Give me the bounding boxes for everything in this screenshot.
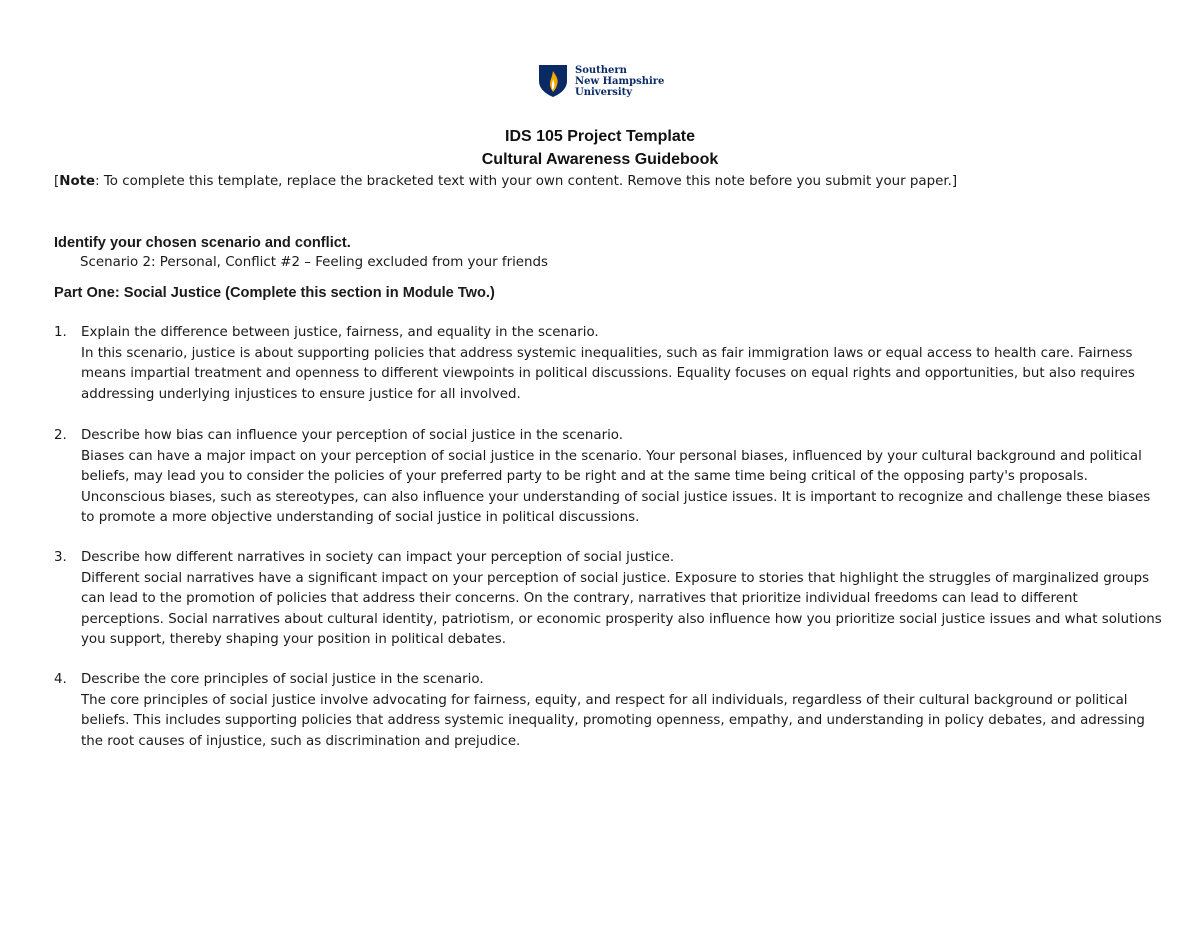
note-text: : To complete this template, replace the bracketed text with your own content. Remove this note before you submit your paper.]: [95, 174, 958, 189]
question-item: [54, 670, 1164, 752]
question-prompt: Describe the core principles of social justice in the scenario.: [81, 672, 484, 687]
document-title: IDS 105 Project Template: [505, 128, 695, 145]
logo-line-3: University: [575, 87, 633, 98]
question-answer: In this scenario, justice is about supporting policies that address systemic inequalities, such as fair immigration laws or equal access to health care. Fairness means impartial treatment and openness to different viewpoints in political discussions. Equality focuses on equal rights and opportunities, but also requires addressing underlying injustices to ensure justice for all involved.: [81, 345, 1135, 402]
logo-line-1: Southern: [575, 65, 627, 76]
question-prompt: Describe how bias can influence your perception of social justice in the scenario.: [81, 428, 624, 443]
part-one-heading: Part One: Social Justice (Complete this section in Module Two.): [54, 285, 495, 301]
question-number: 1.: [54, 325, 67, 340]
note-open-bracket: [: [54, 174, 60, 189]
template-note: [54, 172, 957, 192]
note-label: Note: [59, 174, 96, 189]
scenario-heading: Identify your chosen scenario and conflict.: [54, 235, 351, 251]
question-number: 4.: [54, 672, 67, 687]
question-answer: Biases can have a major impact on your perception of social justice in the scenario. Your personal biases, influenced by your cultural background and political beliefs, may lead you to consider the policies of your preferred party to be right and at the same time being critical of the opposing party's proposals. Unconscious biases, such as stereotypes, can also influence your understanding of social justice issues. It is important to recognize and challenge these biases to promote a more objective understanding of social justice in political discussions.: [81, 448, 1151, 525]
shield-flame-icon: [538, 64, 568, 98]
question-item: [54, 548, 1164, 651]
question-answer: Different social narratives have a significant impact on your perception of social justice. Exposure to stories that highlight the struggles of marginalized groups can lead to the promotion of policies that address their concerns. On the contrary, narratives that prioritize individual freedoms can lead to different perceptions. Social narratives about cultural identity, patriotism, or economic prosperity also influence how you prioritize social justice issues and what solutions you support, thereby shaping your position in political debates.: [81, 570, 1162, 647]
scenario-text: Scenario 2: Personal, Conflict #2 – Feeling excluded from your friends: [80, 255, 549, 270]
question-item: [54, 323, 1164, 405]
question-number: 2.: [54, 428, 67, 443]
question-number: 3.: [54, 550, 67, 565]
question-prompt: Describe how different narratives in society can impact your perception of social justice.: [81, 550, 675, 565]
question-prompt: Explain the difference between justice, fairness, and equality in the scenario.: [81, 325, 599, 340]
snhu-logo: [538, 64, 664, 98]
logo-line-2: New Hampshire: [575, 76, 665, 87]
question-answer: The core principles of social justice involve advocating for fairness, equity, and respect for all individuals, regardless of their cultural background or political beliefs. This includes supporting policies that address systemic inequality, promoting openness, empathy, and understanding in policy debates, and adressing the root causes of injustice, such as discrimination and prejudice.: [81, 692, 1145, 749]
logo-wordmark: [575, 65, 664, 98]
question-item: [54, 426, 1164, 529]
document-subtitle: Cultural Awareness Guidebook: [481, 151, 719, 168]
